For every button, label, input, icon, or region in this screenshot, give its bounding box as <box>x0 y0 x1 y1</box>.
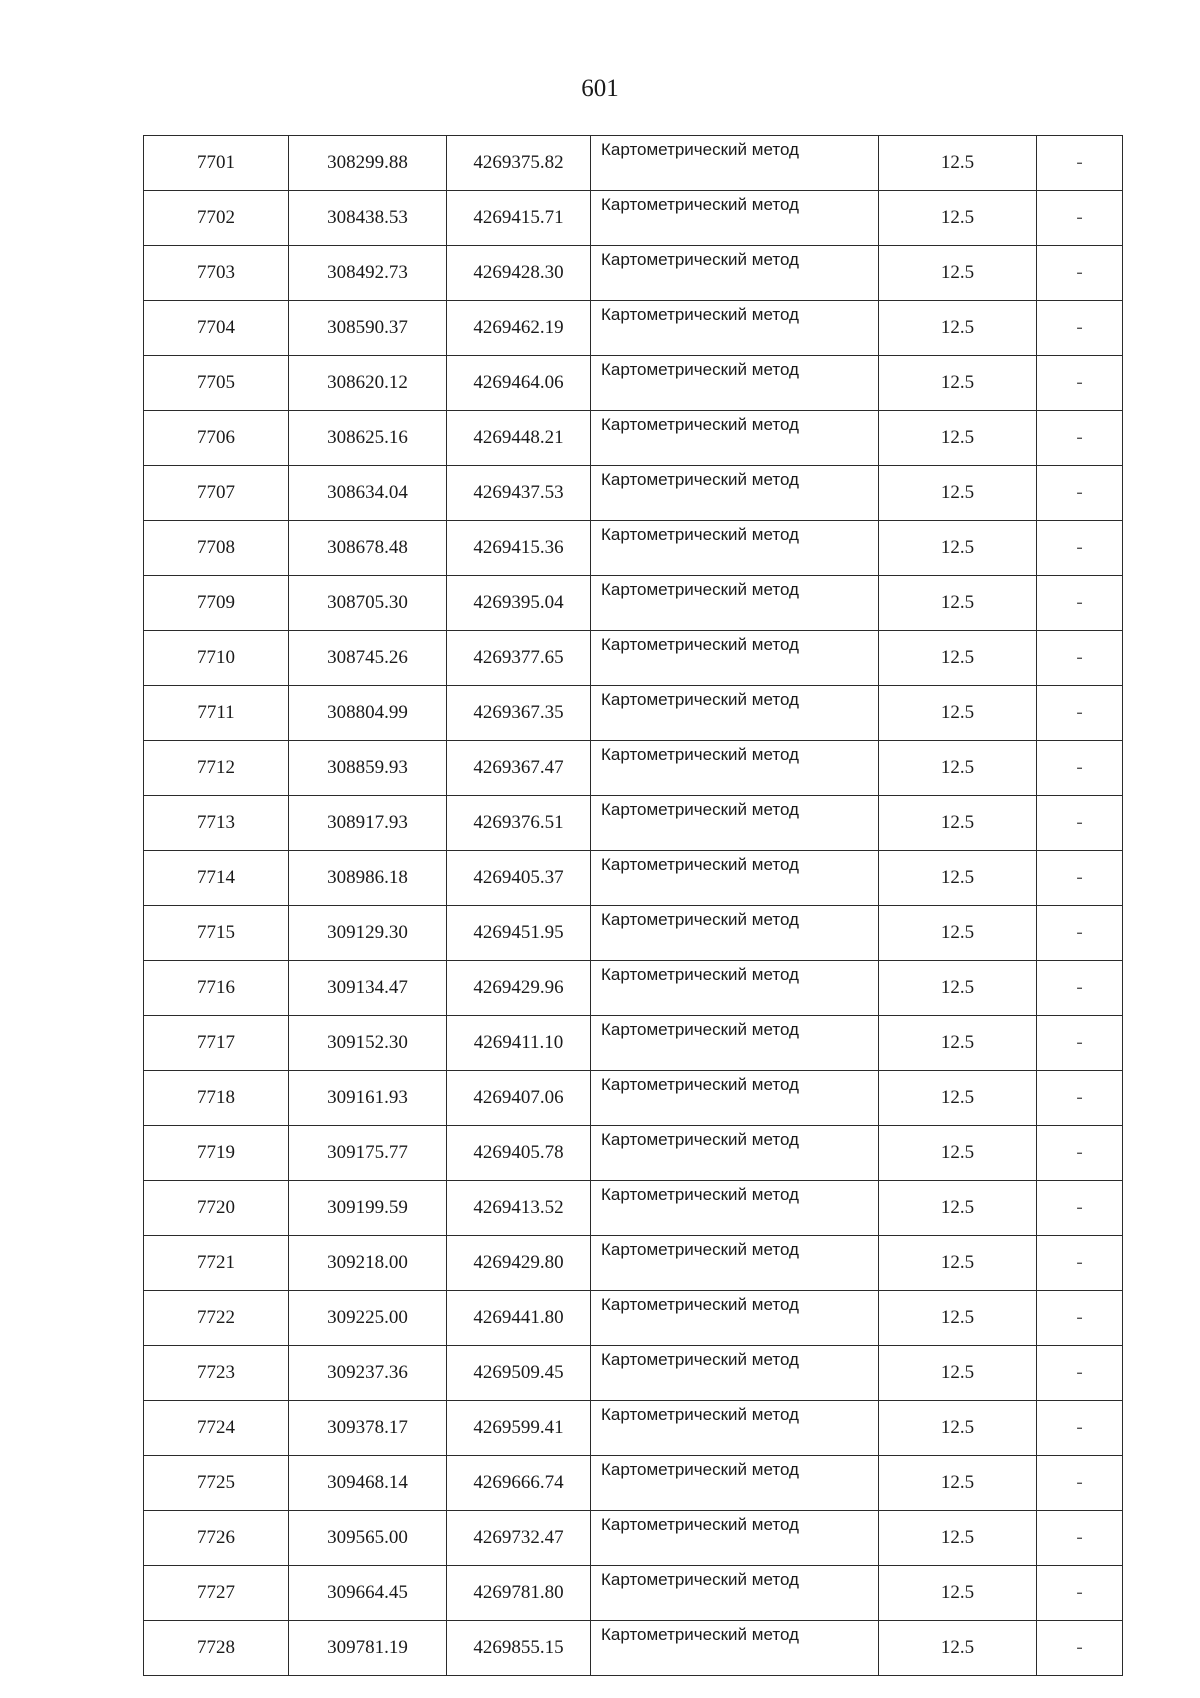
accuracy-cell: 12.5 <box>879 1511 1037 1566</box>
x-coordinate-cell: 308634.04 <box>289 466 447 521</box>
table-row <box>144 246 1123 301</box>
y-coordinate-cell: 4269377.65 <box>447 631 591 686</box>
method-cell: Картометрический метод <box>591 1566 879 1621</box>
y-coordinate-cell: 4269509.45 <box>447 1346 591 1401</box>
accuracy-cell: 12.5 <box>879 466 1037 521</box>
accuracy-cell: 12.5 <box>879 796 1037 851</box>
page-number: 601 <box>581 75 619 102</box>
y-coordinate-cell: 4269732.47 <box>447 1511 591 1566</box>
point-number-cell: 7708 <box>144 521 289 576</box>
note-cell: - <box>1037 1181 1123 1236</box>
note-cell: - <box>1037 301 1123 356</box>
accuracy-cell: 12.5 <box>879 961 1037 1016</box>
point-number-cell: 7727 <box>144 1566 289 1621</box>
accuracy-cell: 12.5 <box>879 356 1037 411</box>
note-cell: - <box>1037 1236 1123 1291</box>
point-number-cell: 7722 <box>144 1291 289 1346</box>
point-number-cell: 7701 <box>144 136 289 191</box>
method-cell: Картометрический метод <box>591 411 879 466</box>
accuracy-cell: 12.5 <box>879 576 1037 631</box>
method-cell: Картометрический метод <box>591 851 879 906</box>
table-row <box>144 1456 1123 1511</box>
note-cell: - <box>1037 1071 1123 1126</box>
table-row <box>144 796 1123 851</box>
x-coordinate-cell: 309237.36 <box>289 1346 447 1401</box>
point-number-cell: 7705 <box>144 356 289 411</box>
x-coordinate-cell: 308438.53 <box>289 191 447 246</box>
method-cell: Картометрический метод <box>591 136 879 191</box>
x-coordinate-cell: 308745.26 <box>289 631 447 686</box>
accuracy-cell: 12.5 <box>879 1621 1037 1676</box>
point-number-cell: 7720 <box>144 1181 289 1236</box>
note-cell: - <box>1037 1401 1123 1456</box>
y-coordinate-cell: 4269448.21 <box>447 411 591 466</box>
x-coordinate-cell: 308859.93 <box>289 741 447 796</box>
note-cell: - <box>1037 136 1123 191</box>
point-number-cell: 7710 <box>144 631 289 686</box>
table-row <box>144 356 1123 411</box>
accuracy-cell: 12.5 <box>879 851 1037 906</box>
table-row <box>144 851 1123 906</box>
table-row <box>144 191 1123 246</box>
accuracy-cell: 12.5 <box>879 1071 1037 1126</box>
accuracy-cell: 12.5 <box>879 686 1037 741</box>
method-cell: Картометрический метод <box>591 301 879 356</box>
y-coordinate-cell: 4269415.36 <box>447 521 591 576</box>
note-cell: - <box>1037 191 1123 246</box>
x-coordinate-cell: 308986.18 <box>289 851 447 906</box>
point-number-cell: 7715 <box>144 906 289 961</box>
method-cell: Картометрический метод <box>591 1456 879 1511</box>
y-coordinate-cell: 4269462.19 <box>447 301 591 356</box>
method-cell: Картометрический метод <box>591 1621 879 1676</box>
y-coordinate-cell: 4269437.53 <box>447 466 591 521</box>
table-row <box>144 521 1123 576</box>
accuracy-cell: 12.5 <box>879 521 1037 576</box>
table-row <box>144 1181 1123 1236</box>
point-number-cell: 7726 <box>144 1511 289 1566</box>
note-cell: - <box>1037 411 1123 466</box>
method-cell: Картометрический метод <box>591 1291 879 1346</box>
y-coordinate-cell: 4269781.80 <box>447 1566 591 1621</box>
table-row <box>144 686 1123 741</box>
point-number-cell: 7704 <box>144 301 289 356</box>
x-coordinate-cell: 308804.99 <box>289 686 447 741</box>
y-coordinate-cell: 4269428.30 <box>447 246 591 301</box>
table-row <box>144 1291 1123 1346</box>
x-coordinate-cell: 309129.30 <box>289 906 447 961</box>
coordinates-table <box>143 135 1123 1676</box>
method-cell: Картометрический метод <box>591 961 879 1016</box>
point-number-cell: 7709 <box>144 576 289 631</box>
table-row <box>144 1236 1123 1291</box>
y-coordinate-cell: 4269367.35 <box>447 686 591 741</box>
x-coordinate-cell: 309378.17 <box>289 1401 447 1456</box>
point-number-cell: 7711 <box>144 686 289 741</box>
table-body <box>144 136 1123 1676</box>
note-cell: - <box>1037 1126 1123 1181</box>
note-cell: - <box>1037 796 1123 851</box>
method-cell: Картометрический метод <box>591 631 879 686</box>
point-number-cell: 7702 <box>144 191 289 246</box>
accuracy-cell: 12.5 <box>879 1016 1037 1071</box>
method-cell: Картометрический метод <box>591 1346 879 1401</box>
table-row <box>144 906 1123 961</box>
table-row <box>144 1016 1123 1071</box>
method-cell: Картометрический метод <box>591 466 879 521</box>
method-cell: Картометрический метод <box>591 1511 879 1566</box>
x-coordinate-cell: 309781.19 <box>289 1621 447 1676</box>
table-row <box>144 1346 1123 1401</box>
table-row <box>144 631 1123 686</box>
y-coordinate-cell: 4269441.80 <box>447 1291 591 1346</box>
y-coordinate-cell: 4269411.10 <box>447 1016 591 1071</box>
x-coordinate-cell: 309468.14 <box>289 1456 447 1511</box>
note-cell: - <box>1037 686 1123 741</box>
x-coordinate-cell: 309152.30 <box>289 1016 447 1071</box>
accuracy-cell: 12.5 <box>879 741 1037 796</box>
note-cell: - <box>1037 1456 1123 1511</box>
y-coordinate-cell: 4269376.51 <box>447 796 591 851</box>
x-coordinate-cell: 309175.77 <box>289 1126 447 1181</box>
point-number-cell: 7723 <box>144 1346 289 1401</box>
accuracy-cell: 12.5 <box>879 136 1037 191</box>
method-cell: Картометрический метод <box>591 356 879 411</box>
point-number-cell: 7719 <box>144 1126 289 1181</box>
y-coordinate-cell: 4269429.96 <box>447 961 591 1016</box>
x-coordinate-cell: 308917.93 <box>289 796 447 851</box>
y-coordinate-cell: 4269464.06 <box>447 356 591 411</box>
method-cell: Картометрический метод <box>591 1401 879 1456</box>
x-coordinate-cell: 309664.45 <box>289 1566 447 1621</box>
x-coordinate-cell: 308620.12 <box>289 356 447 411</box>
note-cell: - <box>1037 466 1123 521</box>
method-cell: Картометрический метод <box>591 246 879 301</box>
x-coordinate-cell: 308625.16 <box>289 411 447 466</box>
x-coordinate-cell: 308705.30 <box>289 576 447 631</box>
y-coordinate-cell: 4269413.52 <box>447 1181 591 1236</box>
point-number-cell: 7714 <box>144 851 289 906</box>
accuracy-cell: 12.5 <box>879 1401 1037 1456</box>
note-cell: - <box>1037 1621 1123 1676</box>
accuracy-cell: 12.5 <box>879 1236 1037 1291</box>
method-cell: Картометрический метод <box>591 686 879 741</box>
method-cell: Картометрический метод <box>591 1071 879 1126</box>
table-row <box>144 576 1123 631</box>
point-number-cell: 7713 <box>144 796 289 851</box>
point-number-cell: 7725 <box>144 1456 289 1511</box>
method-cell: Картометрический метод <box>591 521 879 576</box>
y-coordinate-cell: 4269405.37 <box>447 851 591 906</box>
note-cell: - <box>1037 356 1123 411</box>
accuracy-cell: 12.5 <box>879 1291 1037 1346</box>
table-row <box>144 1566 1123 1621</box>
table-row <box>144 136 1123 191</box>
point-number-cell: 7724 <box>144 1401 289 1456</box>
method-cell: Картометрический метод <box>591 1016 879 1071</box>
table-row <box>144 1511 1123 1566</box>
table-row <box>144 741 1123 796</box>
accuracy-cell: 12.5 <box>879 1566 1037 1621</box>
x-coordinate-cell: 309565.00 <box>289 1511 447 1566</box>
y-coordinate-cell: 4269415.71 <box>447 191 591 246</box>
x-coordinate-cell: 308492.73 <box>289 246 447 301</box>
x-coordinate-cell: 308299.88 <box>289 136 447 191</box>
note-cell: - <box>1037 1566 1123 1621</box>
point-number-cell: 7716 <box>144 961 289 1016</box>
x-coordinate-cell: 309134.47 <box>289 961 447 1016</box>
accuracy-cell: 12.5 <box>879 191 1037 246</box>
x-coordinate-cell: 308590.37 <box>289 301 447 356</box>
note-cell: - <box>1037 741 1123 796</box>
point-number-cell: 7718 <box>144 1071 289 1126</box>
point-number-cell: 7728 <box>144 1621 289 1676</box>
table-row <box>144 1126 1123 1181</box>
accuracy-cell: 12.5 <box>879 301 1037 356</box>
accuracy-cell: 12.5 <box>879 631 1037 686</box>
note-cell: - <box>1037 576 1123 631</box>
method-cell: Картометрический метод <box>591 1236 879 1291</box>
note-cell: - <box>1037 961 1123 1016</box>
point-number-cell: 7712 <box>144 741 289 796</box>
method-cell: Картометрический метод <box>591 741 879 796</box>
point-number-cell: 7703 <box>144 246 289 301</box>
accuracy-cell: 12.5 <box>879 1346 1037 1401</box>
table-row <box>144 301 1123 356</box>
table-row <box>144 961 1123 1016</box>
note-cell: - <box>1037 246 1123 301</box>
y-coordinate-cell: 4269429.80 <box>447 1236 591 1291</box>
point-number-cell: 7707 <box>144 466 289 521</box>
method-cell: Картометрический метод <box>591 1181 879 1236</box>
note-cell: - <box>1037 906 1123 961</box>
accuracy-cell: 12.5 <box>879 1456 1037 1511</box>
note-cell: - <box>1037 1346 1123 1401</box>
method-cell: Картометрический метод <box>591 906 879 961</box>
note-cell: - <box>1037 1016 1123 1071</box>
y-coordinate-cell: 4269395.04 <box>447 576 591 631</box>
accuracy-cell: 12.5 <box>879 1126 1037 1181</box>
x-coordinate-cell: 309225.00 <box>289 1291 447 1346</box>
y-coordinate-cell: 4269666.74 <box>447 1456 591 1511</box>
note-cell: - <box>1037 851 1123 906</box>
x-coordinate-cell: 309218.00 <box>289 1236 447 1291</box>
table-row <box>144 1621 1123 1676</box>
point-number-cell: 7706 <box>144 411 289 466</box>
table-row <box>144 466 1123 521</box>
point-number-cell: 7717 <box>144 1016 289 1071</box>
y-coordinate-cell: 4269407.06 <box>447 1071 591 1126</box>
x-coordinate-cell: 308678.48 <box>289 521 447 576</box>
table-row <box>144 411 1123 466</box>
y-coordinate-cell: 4269375.82 <box>447 136 591 191</box>
note-cell: - <box>1037 631 1123 686</box>
table-row <box>144 1401 1123 1456</box>
y-coordinate-cell: 4269855.15 <box>447 1621 591 1676</box>
method-cell: Картометрический метод <box>591 576 879 631</box>
table-row <box>144 1071 1123 1126</box>
x-coordinate-cell: 309161.93 <box>289 1071 447 1126</box>
note-cell: - <box>1037 1291 1123 1346</box>
method-cell: Картометрический метод <box>591 796 879 851</box>
y-coordinate-cell: 4269451.95 <box>447 906 591 961</box>
method-cell: Картометрический метод <box>591 1126 879 1181</box>
note-cell: - <box>1037 1511 1123 1566</box>
y-coordinate-cell: 4269599.41 <box>447 1401 591 1456</box>
accuracy-cell: 12.5 <box>879 246 1037 301</box>
accuracy-cell: 12.5 <box>879 1181 1037 1236</box>
y-coordinate-cell: 4269405.78 <box>447 1126 591 1181</box>
note-cell: - <box>1037 521 1123 576</box>
x-coordinate-cell: 309199.59 <box>289 1181 447 1236</box>
accuracy-cell: 12.5 <box>879 906 1037 961</box>
method-cell: Картометрический метод <box>591 191 879 246</box>
accuracy-cell: 12.5 <box>879 411 1037 466</box>
point-number-cell: 7721 <box>144 1236 289 1291</box>
y-coordinate-cell: 4269367.47 <box>447 741 591 796</box>
